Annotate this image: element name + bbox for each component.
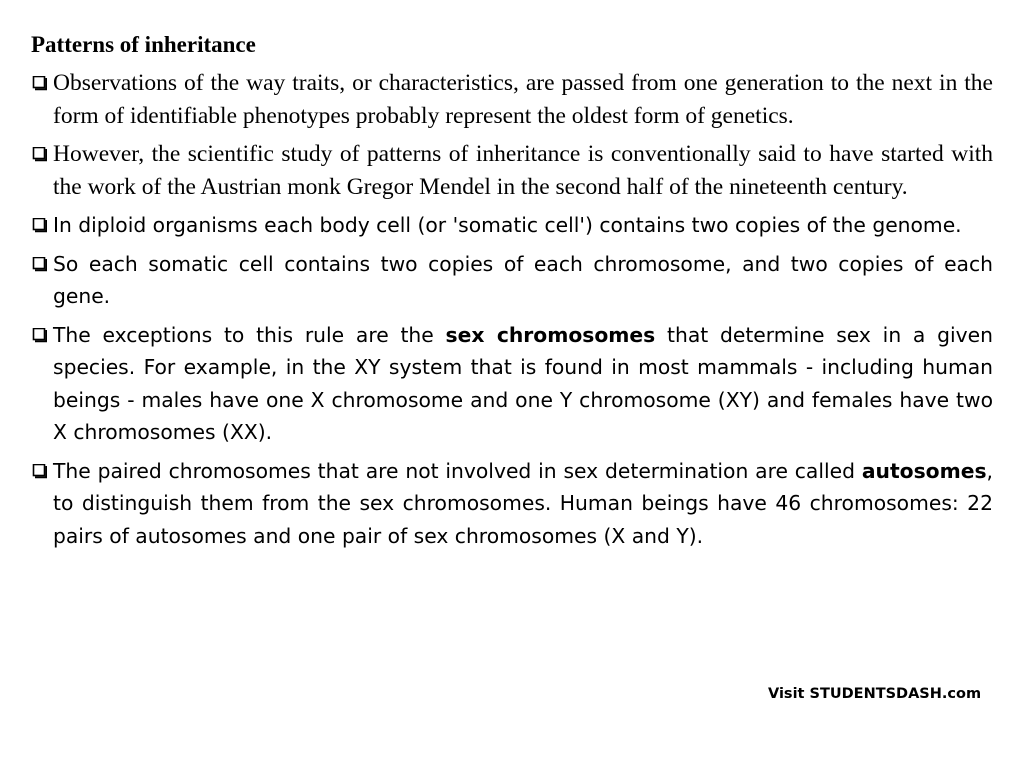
- hollow-square-bullet-icon: [31, 147, 47, 163]
- bullet-item: [30, 319, 993, 449]
- bullet-text: The exceptions to this rule are the: [53, 322, 446, 347]
- bullet-text: Observations of the way traits, or characteristics, are passed from one generation to the next in the form of identifiable phenotypes probably represent the oldest form of genetics.: [53, 70, 993, 129]
- bullet-item: [30, 248, 993, 313]
- footer-watermark: Visit STUDENTSDASH.com: [768, 686, 982, 702]
- hollow-square-bullet-icon: [31, 464, 47, 480]
- hollow-square-bullet-icon: [31, 76, 47, 92]
- hollow-square-bullet-icon: [31, 328, 47, 344]
- bullet-item: [30, 138, 993, 203]
- bullet-text: The paired chromosomes that are not involved in sex determination are called: [53, 458, 862, 483]
- bullet-text: However, the scientific study of patterns of inheritance is conventionally said to have started with the work of the Austrian monk Gregor Mendel in the second half of the nineteenth century.: [53, 141, 993, 200]
- hollow-square-bullet-icon: [31, 218, 47, 234]
- bullet-text: In diploid organisms each body cell (or 'somatic cell') contains two copies of the genome.: [53, 213, 962, 237]
- bold-term: autosomes: [861, 458, 987, 483]
- bullet-text: So each somatic cell contains two copies of each chromosome, and two copies of each gene.: [53, 251, 993, 308]
- bullet-item: [30, 209, 993, 242]
- bullet-item: [30, 67, 993, 132]
- bullet-list: [30, 67, 993, 558]
- hollow-square-bullet-icon: [31, 257, 47, 273]
- bullet-text: that determine sex in a given species. For example, in the XY system that is found in most mammals - including human beings - males have one X chromosome and one Y chromosome (XY) and females have two X chromosomes (XX).: [53, 322, 993, 444]
- bold-term: sex chromosomes: [445, 322, 656, 347]
- page-title: Patterns of inheritance: [31, 32, 256, 57]
- bullet-text: , to distinguish them from the sex chromosomes. Human beings have 46 chromosomes: 22 pairs of autosomes and one pair of sex chromosomes (X and Y).: [53, 458, 993, 548]
- bullet-item: [30, 455, 993, 553]
